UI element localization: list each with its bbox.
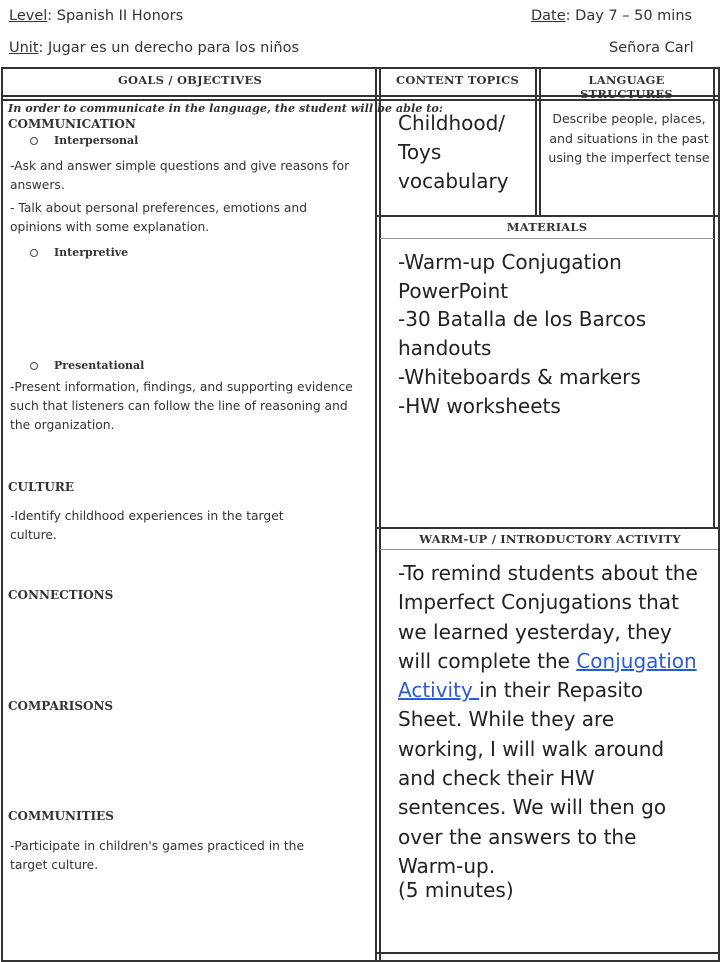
presentational-heading xyxy=(30,359,144,372)
warmup-heading: WARM-UP / INTRODUCTORY ACTIVITY xyxy=(419,532,681,546)
column-divider-left xyxy=(375,67,377,960)
interpersonal-heading xyxy=(30,134,138,147)
connections-heading: CONNECTIONS xyxy=(8,588,114,602)
content-topics-text: Childhood/ Toys vocabulary xyxy=(398,111,509,193)
materials-item: -30 Batalla de los Barcos handouts xyxy=(398,307,647,360)
level-label: Level xyxy=(9,8,48,24)
culture-item: -Identify childhood experiences in the target culture. xyxy=(10,509,284,542)
warmup-head-line xyxy=(380,549,718,550)
level-value: : Spanish II Honors xyxy=(47,8,184,24)
communities-heading: COMMUNITIES xyxy=(8,809,114,823)
date-value: : Day 7 – 50 mins xyxy=(565,8,693,24)
interpersonal-label: Interpersonal xyxy=(54,134,139,147)
unit-value: : Jugar es un derecho para los niños xyxy=(38,40,300,56)
content-row-bottom xyxy=(377,215,720,217)
language-structures-heading: LANGUAGE STRUCTURES xyxy=(580,73,673,101)
bullet-icon xyxy=(30,362,38,370)
date-label: Date xyxy=(531,8,566,24)
column-divider-left-inner xyxy=(379,67,381,960)
table-bottom-inner xyxy=(377,952,720,954)
table-right-edge-inner xyxy=(713,67,715,527)
warmup-duration: (5 minutes) xyxy=(398,878,514,902)
presentational-item: -Present information, findings, and supporting evidence such that listeners can follow the line of reasoning and the organization. xyxy=(10,380,353,432)
culture-heading: CULTURE xyxy=(8,480,74,494)
goals-objectives-heading: GOALS / OBJECTIVES xyxy=(118,73,262,87)
interpersonal-item-2: - Talk about personal preferences, emotions and opinions with some explanation. xyxy=(10,201,308,234)
comparisons-heading: COMPARISONS xyxy=(8,699,114,713)
conjugation-activity-link[interactable]: Conjugation Activity xyxy=(398,648,697,703)
goals-intro: In order to communicate in the language, the student will be able to: xyxy=(8,101,443,115)
warmup-text-after: in their Repasito Sheet. While they are working, I will walk around and check their HW sentences. We will then go over the answers to the Warm-up. xyxy=(398,678,667,878)
bullet-icon xyxy=(30,137,38,145)
materials-item: -Whiteboards & markers xyxy=(398,365,641,389)
materials-heading: MATERIALS xyxy=(506,220,588,234)
communities-item: -Participate in children's games practiced in the target culture. xyxy=(10,839,305,872)
language-structures-text: Describe people, places, and situations in the past using the imperfect tense xyxy=(548,111,710,165)
communication-heading: COMMUNICATION xyxy=(8,117,136,131)
materials-row-bottom xyxy=(377,527,720,529)
warmup-text-before: -To remind students about the Imperfect Conjugations that we learned yesterday, they will complete the xyxy=(398,561,698,673)
warmup-text xyxy=(398,559,698,881)
interpersonal-item-1: -Ask and answer simple questions and give reasons for answers. xyxy=(10,159,350,192)
content-topics-heading: CONTENT TOPICS xyxy=(396,73,519,87)
materials-item: -HW worksheets xyxy=(398,394,561,418)
teacher-name: Señora Carl xyxy=(609,40,694,56)
unit-label: Unit xyxy=(9,40,39,56)
materials-item: -Warm-up Conjugation PowerPoint xyxy=(398,250,622,303)
bullet-icon xyxy=(30,249,38,257)
presentational-label: Presentational xyxy=(54,359,145,372)
column-divider-right xyxy=(535,67,537,217)
date-line xyxy=(531,8,692,24)
interpretive-label: Interpretive xyxy=(54,246,129,259)
level-line xyxy=(9,8,183,24)
materials-head-line xyxy=(380,238,714,239)
interpretive-heading xyxy=(30,246,128,259)
unit-line xyxy=(9,40,299,56)
